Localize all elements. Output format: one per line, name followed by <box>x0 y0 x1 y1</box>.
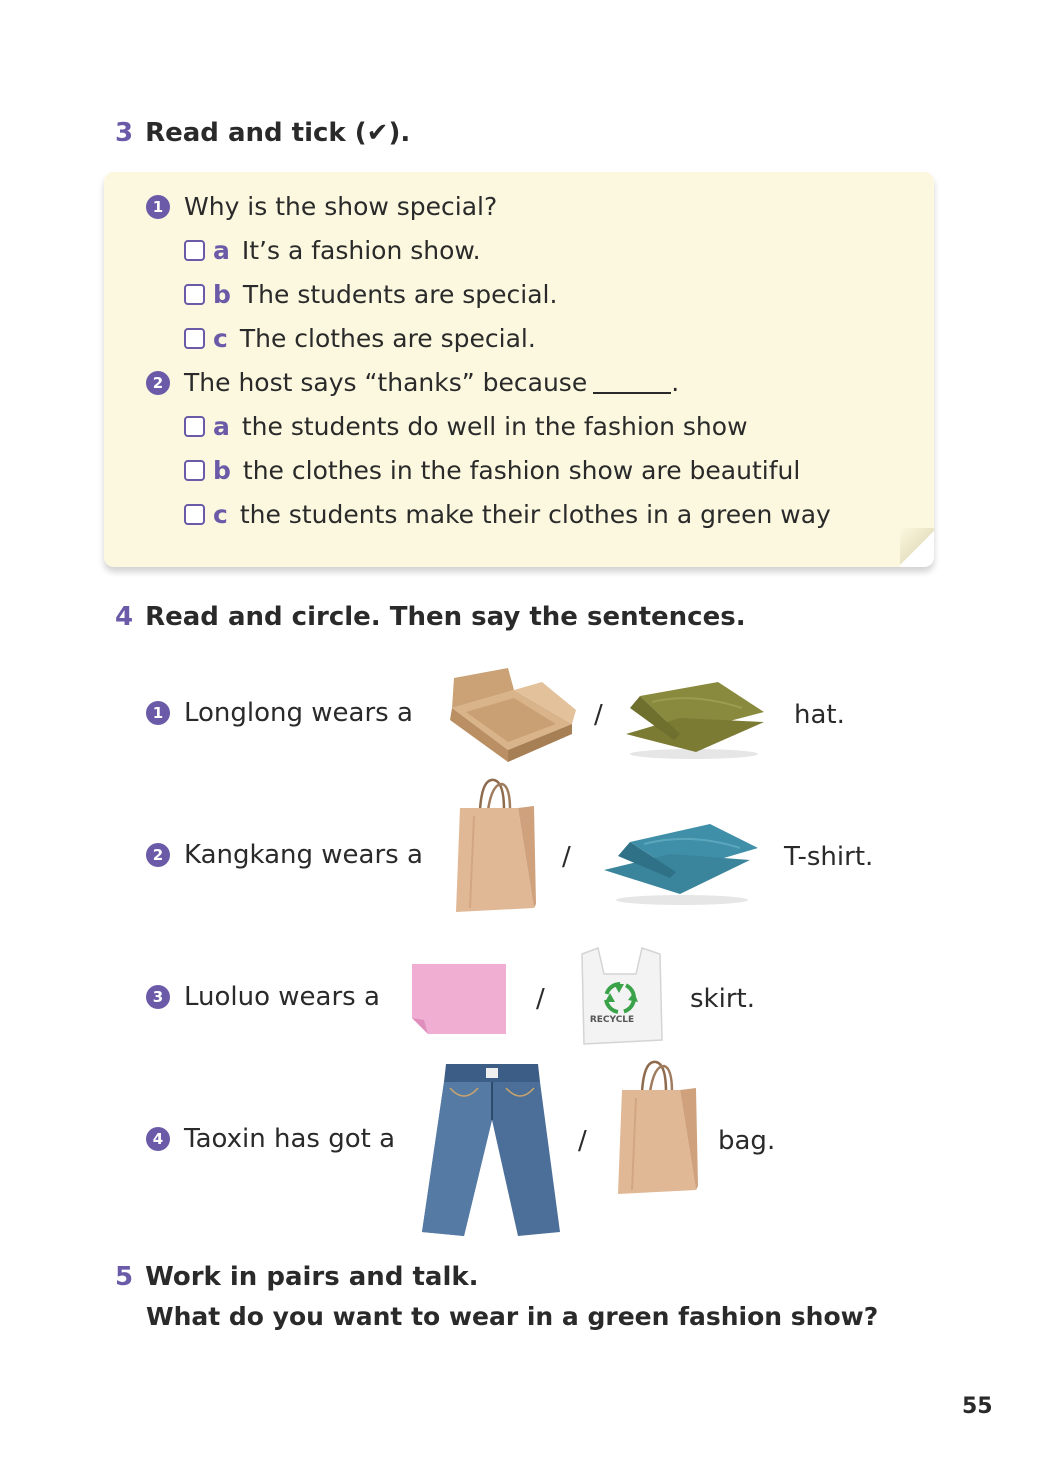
option-letter: b <box>213 280 231 309</box>
section-number: 3 <box>115 118 134 148</box>
item-end-word: T-shirt. <box>784 842 874 872</box>
section-title: Read and tick (✔). <box>145 118 411 148</box>
question-number-badge: 2 <box>146 371 170 395</box>
choice-slash: / <box>578 1126 587 1156</box>
option-text: the clothes in the fashion show are beautiful <box>242 456 801 485</box>
section-3-heading <box>115 118 410 148</box>
page-curl-decoration <box>900 528 934 567</box>
item-number-badge: 4 <box>146 1127 170 1151</box>
option-1c[interactable] <box>184 324 536 353</box>
item-end-word: bag. <box>718 1126 776 1156</box>
question-1 <box>146 192 497 221</box>
option-letter: b <box>213 456 231 485</box>
paper-bag-icon[interactable] <box>614 1058 700 1196</box>
item-text: Kangkang wears a <box>184 840 423 870</box>
section-number: 4 <box>115 602 134 632</box>
answer-blank[interactable] <box>593 372 671 394</box>
section-number: 5 <box>115 1262 134 1292</box>
section-title: Work in pairs and talk. <box>145 1262 479 1292</box>
option-letter: a <box>213 412 230 441</box>
checkbox[interactable] <box>184 328 205 349</box>
option-letter: a <box>213 236 230 265</box>
page-number: 55 <box>962 1394 993 1419</box>
option-1b[interactable] <box>184 280 557 309</box>
question-text: Why is the show special? <box>184 192 498 221</box>
option-text: the students do well in the fashion show <box>241 412 748 441</box>
section-title: Read and circle. Then say the sentences. <box>145 602 746 632</box>
option-1a[interactable] <box>184 236 481 265</box>
choice-slash: / <box>594 700 603 730</box>
option-text: It’s a fashion show. <box>241 236 481 265</box>
item-text: Longlong wears a <box>184 698 413 728</box>
question-2 <box>146 368 679 397</box>
jeans-icon[interactable] <box>420 1060 562 1238</box>
item-end-word: hat. <box>794 700 845 730</box>
option-text: the students make their clothes in a green way <box>239 500 831 529</box>
section-4-heading <box>115 602 746 632</box>
item-text: Taoxin has got a <box>184 1124 395 1154</box>
option-text: The students are special. <box>242 280 558 309</box>
blue-cloth-icon[interactable] <box>600 820 760 906</box>
pink-paper-icon[interactable] <box>410 962 508 1036</box>
item-text: Luoluo wears a <box>184 982 380 1012</box>
item-number-badge: 3 <box>146 985 170 1009</box>
green-cloth-icon[interactable] <box>622 678 766 760</box>
circle-item-1 <box>146 698 413 728</box>
plastic-bag-icon[interactable] <box>578 944 664 1048</box>
item-number-badge: 2 <box>146 843 170 867</box>
checkbox[interactable] <box>184 416 205 437</box>
checkbox[interactable] <box>184 460 205 481</box>
cardboard-box-icon[interactable] <box>442 668 576 764</box>
option-text: The clothes are special. <box>239 324 536 353</box>
choice-slash: / <box>536 984 545 1014</box>
paper-bag-icon[interactable] <box>452 776 538 914</box>
recycle-label: RECYCLE <box>589 1015 635 1025</box>
discussion-question: What do you want to wear in a green fashion show? <box>146 1302 879 1331</box>
question-text: The host says “thanks” because <box>184 368 588 397</box>
item-number-badge: 1 <box>146 701 170 725</box>
checkbox[interactable] <box>184 284 205 305</box>
option-2a[interactable] <box>184 412 748 441</box>
circle-item-4 <box>146 1124 395 1154</box>
option-2c[interactable] <box>184 500 831 529</box>
option-letter: c <box>213 500 228 529</box>
circle-item-3 <box>146 982 380 1012</box>
checkbox[interactable] <box>184 504 205 525</box>
question-number-badge: 1 <box>146 195 170 219</box>
checkbox[interactable] <box>184 240 205 261</box>
circle-item-2 <box>146 840 423 870</box>
option-letter: c <box>213 324 228 353</box>
question-end-punctuation: . <box>671 368 680 397</box>
option-2b[interactable] <box>184 456 800 485</box>
item-end-word: skirt. <box>690 984 755 1014</box>
section-5-heading <box>115 1262 479 1292</box>
choice-slash: / <box>562 842 571 872</box>
